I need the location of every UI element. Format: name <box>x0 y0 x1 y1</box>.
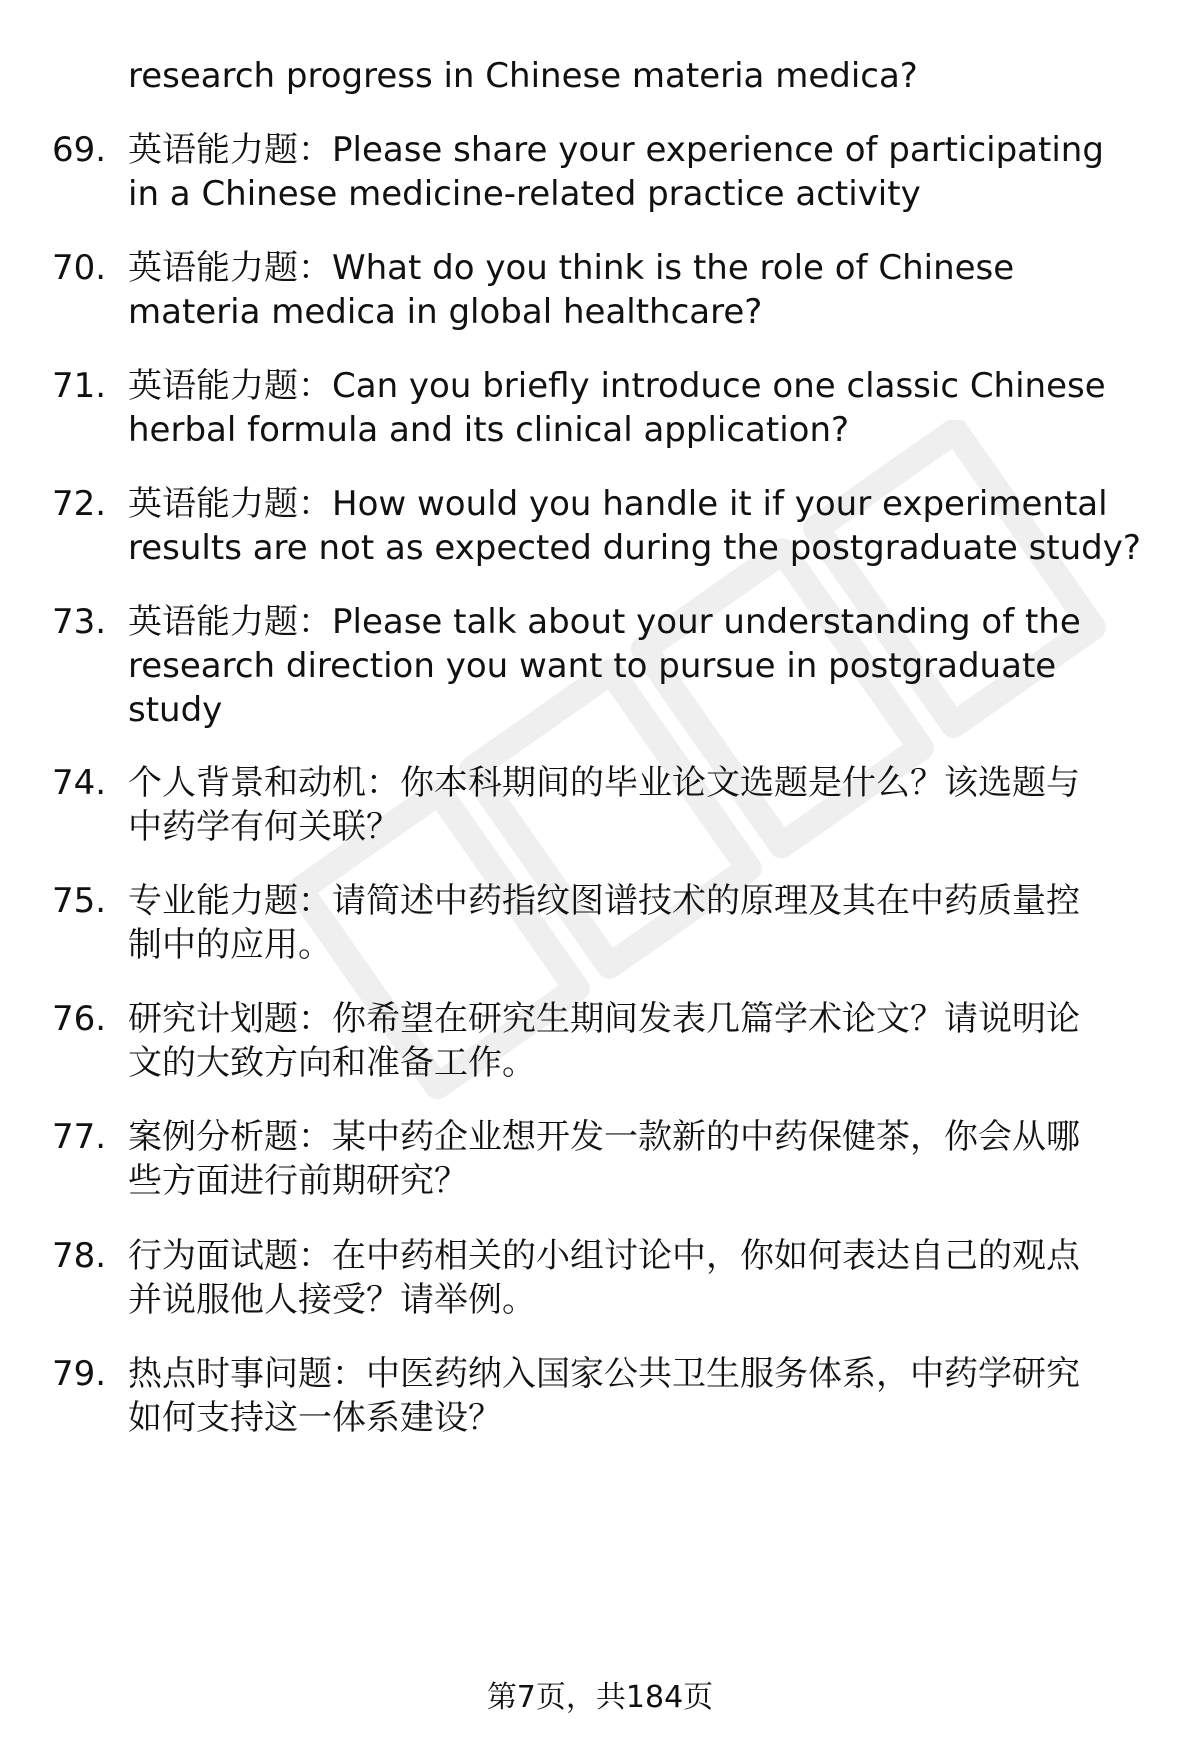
question-text-line: 文的大致方向和准备工作。 <box>128 1043 536 1083</box>
question-text-line: study <box>128 690 223 730</box>
question-text-line: 专业能力题：请简述中药指纹图谱技术的原理及其在中药质量控 <box>128 881 1080 921</box>
question-number: 74. <box>52 763 107 803</box>
question-text-line: 英语能力题：What do you think is the role of Chinese <box>128 248 1015 288</box>
question-text-line: 些方面进行前期研究？ <box>128 1161 468 1201</box>
question-text-line: in a Chinese medicine-related practice activity <box>128 174 921 214</box>
question-text-line: 英语能力题：Please share your experience of participating <box>128 130 1104 170</box>
question-text-line: materia medica in global healthcare? <box>128 292 763 332</box>
question-number: 73. <box>52 602 107 642</box>
question-number: 77. <box>52 1117 107 1157</box>
question-text-line: 个人背景和动机：你本科期间的毕业论文选题是什么？该选题与 <box>128 763 1080 803</box>
question-text-line: 英语能力题：How would you handle it if your experimental <box>128 484 1108 524</box>
question-text-line: 制中的应用。 <box>128 925 332 965</box>
question-number: 76. <box>52 999 107 1039</box>
question-text-line: 中药学有何关联？ <box>128 807 400 847</box>
question-text-line: 英语能力题：Please talk about your understanding of the <box>128 602 1081 642</box>
question-text-line: 热点时事问题：中医药纳入国家公共卫生服务体系，中药学研究 <box>128 1354 1080 1394</box>
question-text-line: 英语能力题：Can you briefly introduce one classic Chinese <box>128 366 1106 406</box>
question-number: 71. <box>52 366 107 406</box>
question-text-line: research direction you want to pursue in postgraduate <box>128 646 1057 686</box>
question-number: 79. <box>52 1354 107 1394</box>
question-number: 75. <box>52 881 107 921</box>
question-number: 69. <box>52 130 107 170</box>
question-text-line: herbal formula and its clinical application? <box>128 410 850 450</box>
question-text-line: 研究计划题：你希望在研究生期间发表几篇学术论文？请说明论 <box>128 999 1080 1039</box>
question-text-line: 案例分析题：某中药企业想开发一款新的中药保健茶，你会从哪 <box>128 1117 1080 1157</box>
question-text-line: 如何支持这一体系建设？ <box>128 1398 502 1438</box>
intro-line: research progress in Chinese materia medica? <box>128 56 918 96</box>
page-footer: 第7页，共184页 <box>486 1680 714 1715</box>
question-text-line: results are not as expected during the postgraduate study? <box>128 528 1141 568</box>
question-number: 70. <box>52 248 107 288</box>
question-text-line: 并说服他人接受？请举例。 <box>128 1280 536 1320</box>
question-text-line: 行为面试题：在中药相关的小组讨论中，你如何表达自己的观点 <box>128 1236 1080 1276</box>
question-number: 72. <box>52 484 107 524</box>
question-number: 78. <box>52 1236 107 1276</box>
